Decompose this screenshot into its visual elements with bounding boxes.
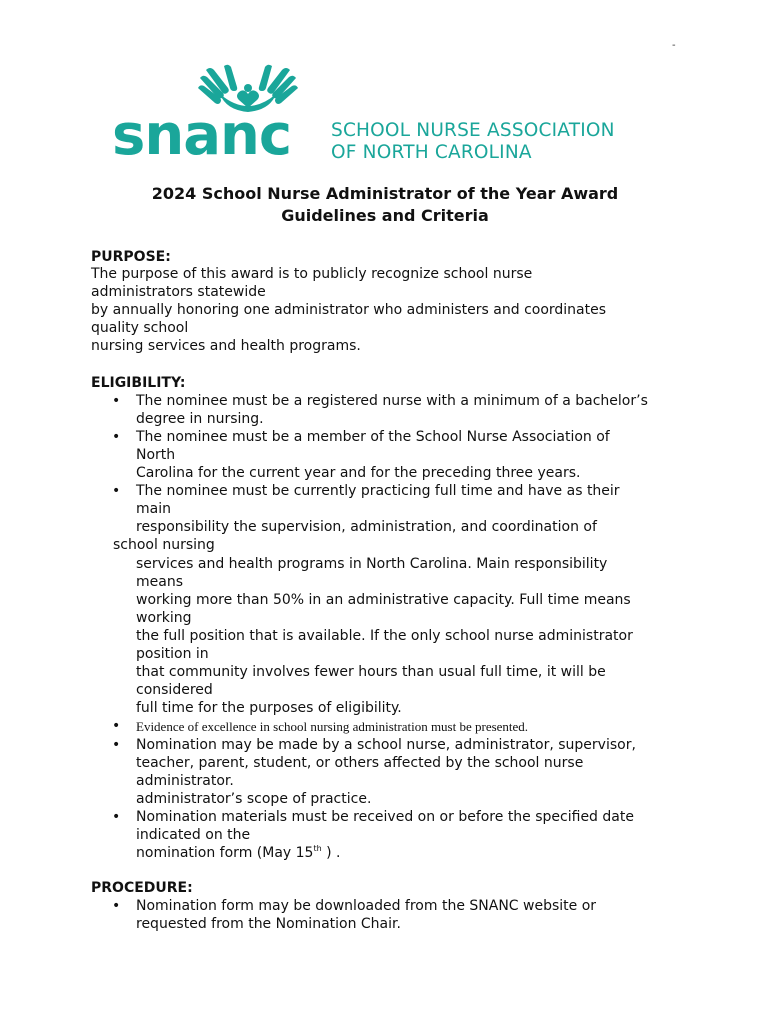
ordinal-suffix: th <box>313 844 322 853</box>
logo-wordmark: snanc <box>112 103 292 168</box>
text-line: The purpose of this award is to publicly recognize school nurse <box>91 266 533 282</box>
list-item: requested from the Nomination Chair. <box>136 916 401 932</box>
list-item: position in <box>136 646 209 662</box>
purpose-heading: PURPOSE: <box>91 249 171 265</box>
list-item: Nomination form may be downloaded from the SNANC website or <box>136 898 597 914</box>
list-item: Evidence of excellence in school nursing administration must be presented. <box>136 719 529 734</box>
list-item: working more than 50% in an administrative capacity. Full time means <box>136 592 631 608</box>
logo-org-name <box>331 120 615 164</box>
text-line: nursing services and health programs. <box>91 338 361 354</box>
list-item: The nominee must be a member of the School Nurse Association of <box>136 429 610 445</box>
bullet-icon: • <box>112 718 121 734</box>
list-item: full time for the purposes of eligibility. <box>136 700 402 716</box>
procedure-heading: PROCEDURE: <box>91 880 193 896</box>
text-line: by annually honoring one administrator who administers and coordinates <box>91 302 607 318</box>
list-item: Nomination may be made by a school nurse, administrator, supervisor, <box>136 737 636 753</box>
bullet-icon: • <box>112 483 121 499</box>
list-item: means <box>136 574 183 590</box>
page-subtitle: Guidelines and Criteria <box>281 206 489 225</box>
logo-org-line: SCHOOL NURSE ASSOCIATION <box>331 120 615 141</box>
list-item: the full position that is available. If the only school nurse administrator <box>136 628 633 644</box>
list-item <box>136 844 340 862</box>
list-item: degree in nursing. <box>136 411 264 427</box>
list-item: responsibility the supervision, administration, and coordination of <box>136 519 597 535</box>
list-item: Carolina for the current year and for the preceding three years. <box>136 465 581 481</box>
list-item: The nominee must be a registered nurse with a minimum of a bachelor’s <box>136 393 648 409</box>
nomination-date-text: nomination form (May 15 <box>136 845 314 861</box>
text-line: quality school <box>91 320 189 336</box>
list-item: school nursing <box>113 537 215 553</box>
eligibility-heading: ELIGIBILITY: <box>91 375 186 391</box>
bullet-icon: • <box>112 429 121 445</box>
list-item: indicated on the <box>136 827 251 843</box>
bullet-icon: • <box>112 898 121 914</box>
list-item: The nominee must be currently practicing full time and have as their <box>136 483 620 499</box>
list-item: working <box>136 610 192 626</box>
list-item: teacher, parent, student, or others affected by the school nurse <box>136 755 584 771</box>
list-item: North <box>136 447 176 463</box>
corner-mark: - <box>672 40 676 51</box>
nomination-date-tail: ) . <box>321 845 341 861</box>
bullet-icon: • <box>112 393 121 409</box>
text-line: administrators statewide <box>91 284 266 300</box>
list-item: Nomination materials must be received on or before the specified date <box>136 809 634 825</box>
page-title: 2024 School Nurse Administrator of the Year Award <box>151 184 619 203</box>
list-item: main <box>136 501 171 517</box>
list-item: services and health programs in North Carolina. Main responsibility <box>136 556 608 572</box>
logo-org-line: OF NORTH CAROLINA <box>331 142 532 163</box>
snanc-logo <box>112 64 672 168</box>
list-item: considered <box>136 682 213 698</box>
list-item: administrator’s scope of practice. <box>136 791 372 807</box>
list-item: that community involves fewer hours than usual full time, it will be <box>136 664 606 680</box>
bullet-icon: • <box>112 737 121 753</box>
bullet-icon: • <box>112 809 121 825</box>
purpose-text <box>91 265 731 355</box>
list-item: administrator. <box>136 773 234 789</box>
